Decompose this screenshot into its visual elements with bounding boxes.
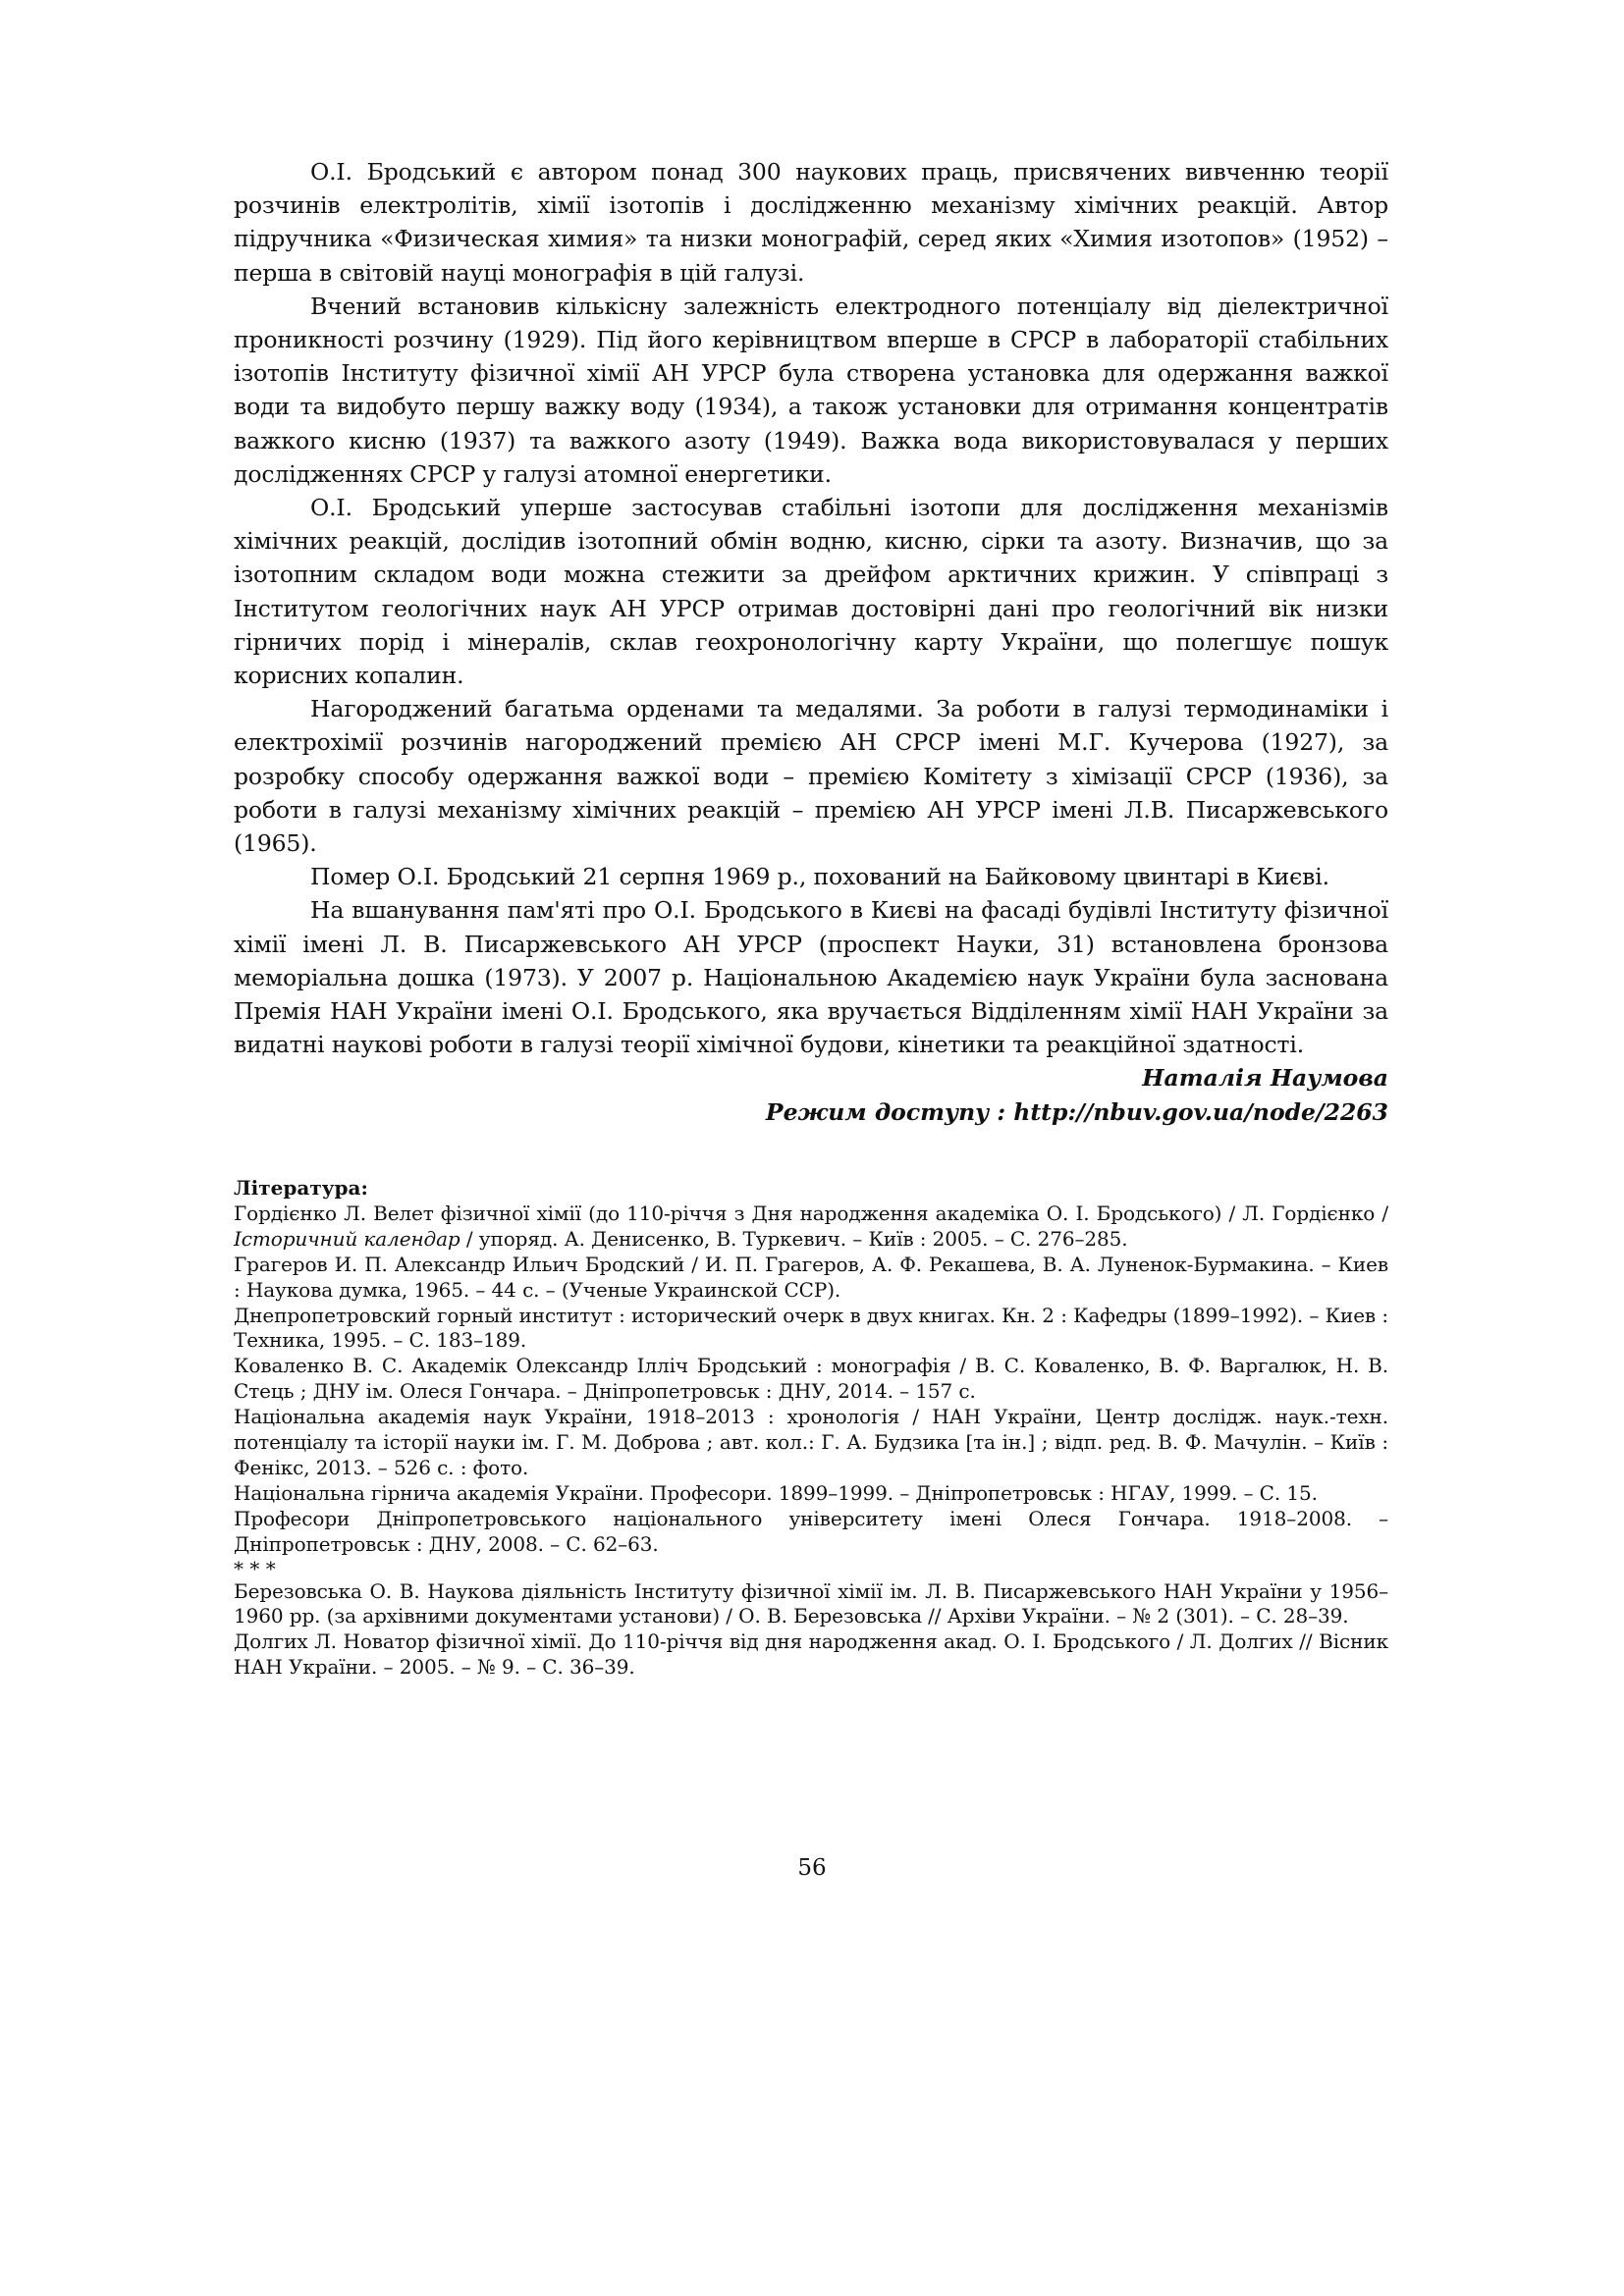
literature-heading: Література: bbox=[234, 1175, 368, 1200]
reference-item: Днепропетровский горный институт : исторический очерк в двух книгах. Кн. 2 : Кафедры (1899–1992). – Киев : Техника, 1995. – С. 183–189. bbox=[234, 1303, 1388, 1353]
reference-item: Березовська О. В. Наукова діяльність Інституту фізичної хімії ім. Л. В. Писаржевського НАН України у 1956–1960 рр. (за архівними документами установи) / О. В. Березовська // Архіви України. – № 2 (301). – С. 28–39. bbox=[234, 1578, 1388, 1629]
article-body bbox=[234, 155, 1388, 1061]
reference-separator: * * * bbox=[234, 1556, 276, 1580]
paragraph: Помер О.І. Бродський 21 серпня 1969 р., похований на Байковому цвинтарі в Києві. bbox=[310, 863, 1329, 891]
paragraph: Вчений встановив кількісну залежність електродного потенціалу від діелектричної проникності розчину (1929). Під його керівництвом вперше в СРСР в лабораторії стабільних ізотопів Інституту фізичної хімії АН УРСР була створена установка для одержання важкої води та видобуто першу важку воду (1934), а також установки для отримання концентратів важкого кисню (1937) та важкого азоту (1949). Важка вода використовувалася у перших дослідженнях СРСР у галузі атомної енергетики. bbox=[234, 292, 1388, 488]
paragraph: Нагороджений багатьма орденами та медалями. За роботи в галузі термодинаміки і електрохімії розчинів нагороджений премією АН СРСР імені М.Г. Кучерова (1927), за розробку способу одержання важкої води – премією Комітету з хімізації СРСР (1936), за роботи в галузі механізму хімічних реакцій – премією АН УРСР імені Л.В. Писаржевського (1965). bbox=[234, 695, 1388, 858]
reference-item: Національна академія наук України, 1918–2013 : хронологія / НАН України, Центр дослідж. наук.-техн. потенціалу та історії науки ім. Г. М. Доброва ; авт. кол.: Г. А. Будзика [та ін.] ; відп. ред. В. Ф. Мачулін. – Київ : Фенікс, 2013. – 526 с. : фото. bbox=[234, 1405, 1388, 1479]
reference-list-additional bbox=[234, 1579, 1388, 1682]
reference-item: Грагеров И. П. Александр Ильич Бродский / И. П. Грагеров, А. Ф. Рекашева, В. А. Луненок-Бурмакина. – Киев : Наукова думка, 1965. – 44 с. – (Ученые Украинской ССР). bbox=[234, 1252, 1388, 1302]
paragraph: О.І. Бродський є автором понад 300 наукових праць, присвячених вивченню теорії розчинів електролітів, хімії ізотопів і дослідженню механізму хімічних реакцій. Автор підручника «Физическая химия» та низки монографій, серед яких «Химия изотопов» (1952) – перша в світовій науці монографія в цій галузі. bbox=[234, 158, 1388, 287]
author-signature: Наталія Наумова bbox=[1142, 1064, 1388, 1093]
paragraph: На вшанування пам'яті про О.І. Бродського в Києві на фасаді будівлі Інституту фізичної хімії імені Л. В. Писаржевського АН УРСР (проспект Науки, 31) встановлена бронзова меморіальна дошка (1973). У 2007 р. Національною Академією наук України була заснована Премія НАН України імені О.І. Бродського, яка вручається Відділенням хімії НАН України за видатні наукові роботи в галузі теорії хімічної будови, кінетики та реакційної здатності. bbox=[234, 896, 1388, 1059]
reference-item: Професори Дніпропетровського національного університету імені Олеся Гончара. 1918–2008. – Дніпропетровськ : ДНУ, 2008. – С. 62–63. bbox=[234, 1506, 1388, 1556]
page-content bbox=[234, 155, 1388, 1681]
reference-item: Коваленко В. С. Академік Олександр Ілліч Бродський : монографія / В. С. Коваленко, В. Ф. Варгалюк, Н. В. Стець ; ДНУ ім. Олеся Гончара. – Дніпропетровськ : ДНУ, 2014. – 157 с. bbox=[234, 1354, 1388, 1404]
reference-item: Гордієнко Л. Велет фізичної хімії (до 110-річчя з Дня народження академіка О. І. Бродського) / Л. Гордієнко / Історичний календар / упоряд. А. Денисенко, В. Туркевич. – Київ : 2005. – С. 276–285. bbox=[234, 1201, 1388, 1251]
reference-list bbox=[234, 1201, 1388, 1558]
access-link: Режим доступу : http://nbuv.gov.ua/node/2263 bbox=[765, 1097, 1388, 1126]
reference-item: Національна гірнича академія України. Професори. 1899–1999. – Дніпропетровськ : НГАУ, 1999. – С. 15. bbox=[234, 1480, 1318, 1505]
page-number: 56 bbox=[797, 1855, 827, 1881]
paragraph: О.І. Бродський уперше застосував стабільні ізотопи для дослідження механізмів хімічних реакцій, дослідив ізотопний обмін водню, кисню, сірки та азоту. Визначив, що за ізотопним складом води можна стежити за дрейфом арктичних крижин. У співпраці з Інститутом геологічних наук АН УРСР отримав достовірні дані про геологічний вік низки гірничих порід і мінералів, склав геохронологічну карту України, що полегшує пошук корисних копалин. bbox=[234, 494, 1388, 690]
reference-item: Долгих Л. Новатор фізичної хімії. До 110-річчя від дня народження акад. О. І. Бродського / Л. Долгих // Вісник НАН України. – 2005. – № 9. – С. 36–39. bbox=[234, 1629, 1388, 1680]
